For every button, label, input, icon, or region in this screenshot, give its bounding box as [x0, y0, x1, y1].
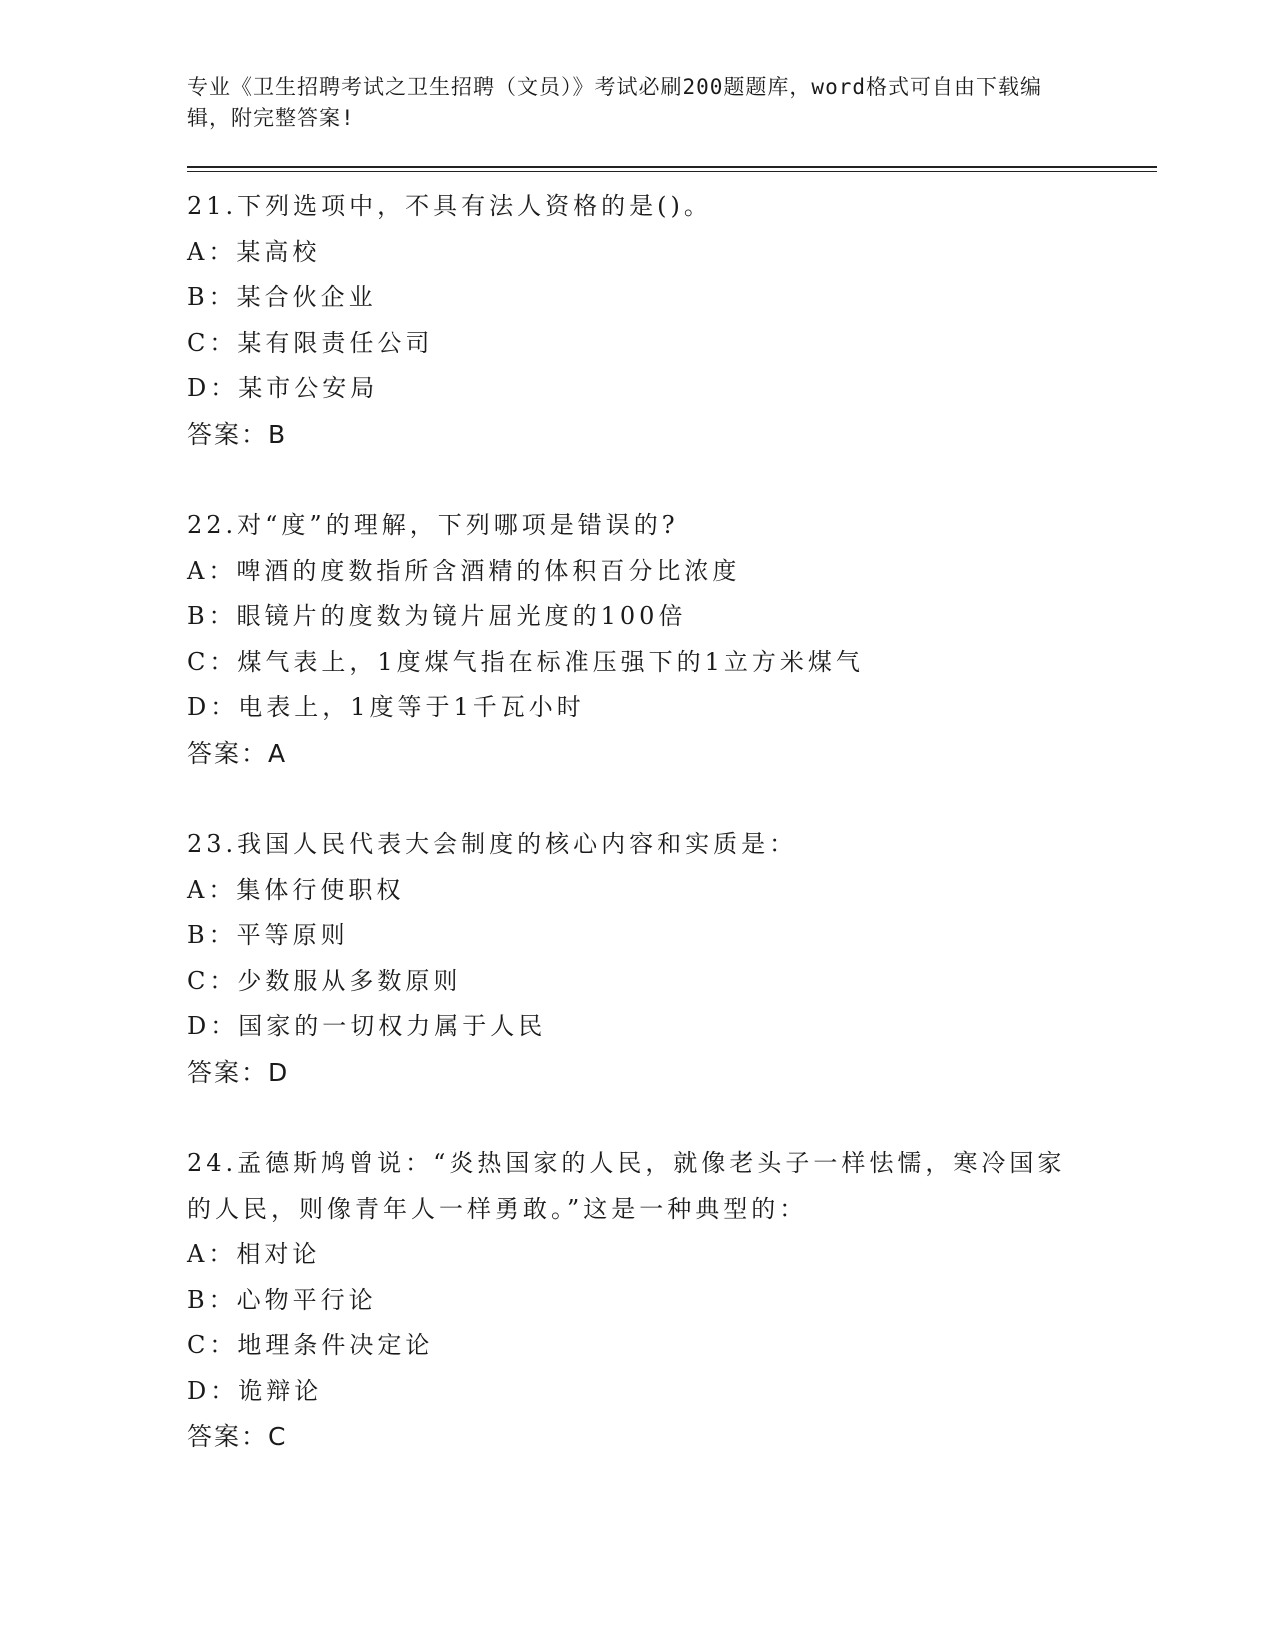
option-b: B：某合伙企业	[187, 283, 377, 311]
option-a: A：某高校	[187, 237, 321, 266]
question-stem: 24.孟德斯鸠曾说：“炎热国家的人民，就像老头子一样怯懦，寒冷国家的人民，则像青年人一样勇敢。”这是一种典型的：	[187, 1149, 1066, 1223]
answer-label: 答案：D	[187, 1057, 290, 1087]
option-b: B：平等原则	[187, 921, 349, 949]
option-a: A：啤酒的度数指所含酒精的体积百分比浓度	[187, 556, 741, 585]
question-23	[187, 822, 1157, 1095]
answer-label: 答案：C	[187, 1422, 288, 1451]
question-21	[187, 184, 1157, 457]
option-c: C：少数服从多数原则	[187, 966, 462, 995]
question-list	[187, 184, 1157, 1460]
option-b: B：眼镜片的度数为镜片屈光度的100倍	[187, 602, 687, 630]
document-page	[187, 72, 1157, 1506]
question-stem: 22.对“度”的理解，下列哪项是错误的?	[187, 511, 679, 539]
document-header: 专业《卫生招聘考试之卫生招聘（文员）》考试必刷200题题库，word格式可自由下载编辑，附完整答案!	[187, 75, 1042, 130]
option-d: D：国家的一切权力属于人民	[187, 1012, 547, 1040]
question-stem: 23.我国人民代表大会制度的核心内容和实质是：	[187, 830, 798, 858]
header-divider	[187, 166, 1157, 172]
option-d: D：某市公安局	[187, 374, 379, 402]
option-c: C：地理条件决定论	[187, 1331, 434, 1359]
option-a: A：相对论	[187, 1240, 321, 1268]
option-c: C：煤气表上，1度煤气指在标准压强下的1立方米煤气	[187, 647, 864, 676]
option-a: A：集体行使职权	[187, 875, 405, 904]
question-stem: 21.下列选项中，不具有法人资格的是()。	[187, 192, 712, 220]
question-24	[187, 1141, 1157, 1460]
option-c: C：某有限责任公司	[187, 328, 434, 357]
answer-label: 答案：B	[187, 419, 288, 449]
answer-label: 答案：A	[187, 738, 288, 768]
option-d: D：电表上，1度等于1千瓦小时	[187, 693, 585, 721]
option-d: D：诡辩论	[187, 1376, 323, 1405]
question-22	[187, 503, 1157, 776]
option-b: B：心物平行论	[187, 1285, 377, 1314]
